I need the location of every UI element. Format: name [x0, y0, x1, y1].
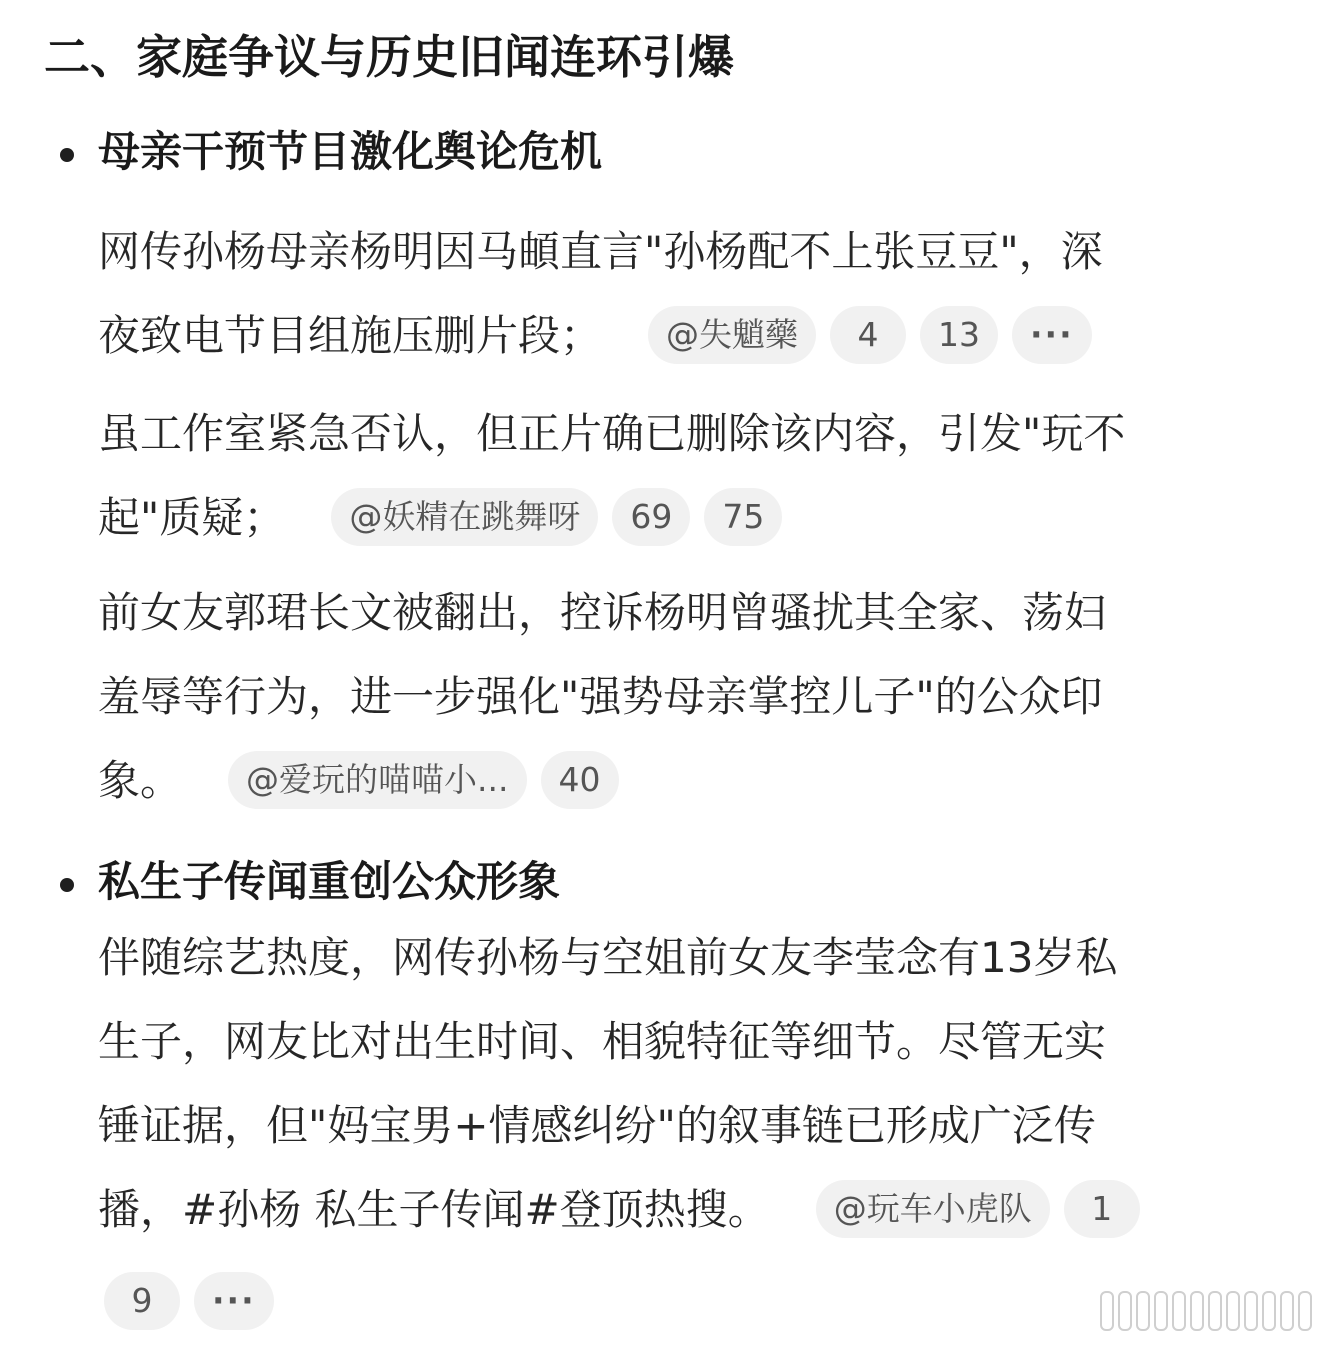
watermark-bar [1208, 1291, 1222, 1331]
source-chip[interactable]: @爱玩的喵喵小... [228, 751, 526, 809]
reference-count-chip[interactable]: 69 [612, 488, 690, 546]
item-title: 母亲干预节目激化舆论危机 [98, 127, 603, 176]
watermark-bar [1100, 1291, 1114, 1331]
paragraph-line: 虽工作室紧急否认，但正片确已删除该内容，引发"玩不 [98, 409, 1126, 458]
item-title: 私生子传闻重创公众形象 [98, 857, 561, 906]
source-chip[interactable]: @失魈藥 [648, 306, 816, 364]
paragraph-line: 前女友郭珺长文被翻出，控诉杨明曾骚扰其全家、荡妇 [98, 588, 1107, 637]
paragraph [98, 210, 1298, 378]
watermark-bar [1298, 1291, 1312, 1331]
reference-count-chip[interactable]: 13 [920, 306, 998, 364]
paragraph [98, 916, 1298, 1252]
watermark-bar [1118, 1291, 1132, 1331]
source-chip[interactable]: @玩车小虎队 [816, 1180, 1050, 1238]
watermark-logo-icon [1100, 1291, 1312, 1331]
paragraph-line-text: 象。 [98, 756, 183, 805]
paragraph-line: 网传孙杨母亲杨明因马頔直言"孙杨配不上张豆豆"，深 [98, 227, 1103, 276]
bullet-dot [60, 878, 74, 892]
watermark-bar [1280, 1291, 1294, 1331]
paragraph-line: 羞辱等行为，进一步强化"强势母亲掌控儿子"的公众印 [98, 672, 1103, 721]
watermark-bar [1190, 1291, 1204, 1331]
watermark-bar [1154, 1291, 1168, 1331]
paragraph-line-with-refs [98, 739, 1298, 823]
paragraph-line-text: 播，#孙杨 私生子传闻#登顶热搜。 [98, 1185, 770, 1234]
paragraph-line: 锤证据，但"妈宝男+情感纠纷"的叙事链已形成广泛传 [98, 1101, 1096, 1150]
source-chip[interactable]: @妖精在跳舞呀 [331, 488, 598, 546]
paragraph [98, 571, 1298, 823]
paragraph-line-with-refs [98, 1168, 1298, 1252]
watermark-bar [1136, 1291, 1150, 1331]
watermark-bar [1244, 1291, 1258, 1331]
paragraph-line-with-refs [98, 476, 1298, 560]
reference-count-chip[interactable]: 4 [830, 306, 906, 364]
paragraph-line-text: 起"质疑； [98, 493, 286, 542]
paragraph-line-with-refs [98, 294, 1298, 378]
reference-count-chip[interactable]: 1 [1064, 1180, 1140, 1238]
more-icon[interactable]: ··· [1012, 306, 1092, 364]
reference-chip-row [90, 1272, 274, 1330]
reference-count-chip[interactable]: 75 [704, 488, 782, 546]
paragraph-line: 生子，网友比对出生时间、相貌特征等细节。尽管无实 [98, 1017, 1107, 1066]
more-icon[interactable]: ··· [194, 1272, 274, 1330]
reference-count-chip[interactable]: 9 [104, 1272, 180, 1330]
paragraph [98, 392, 1298, 560]
reference-count-chip[interactable]: 40 [541, 751, 619, 809]
paragraph-line-text: 夜致电节目组施压删片段； [98, 311, 603, 360]
watermark-bar [1226, 1291, 1240, 1331]
watermark-bar [1262, 1291, 1276, 1331]
section-title: 二、家庭争议与历史旧闻连环引爆 [44, 30, 734, 84]
bullet-dot [60, 148, 74, 162]
paragraph-line: 伴随综艺热度，网传孙杨与空姐前女友李莹念有13岁私 [98, 933, 1118, 982]
watermark-bar [1172, 1291, 1186, 1331]
